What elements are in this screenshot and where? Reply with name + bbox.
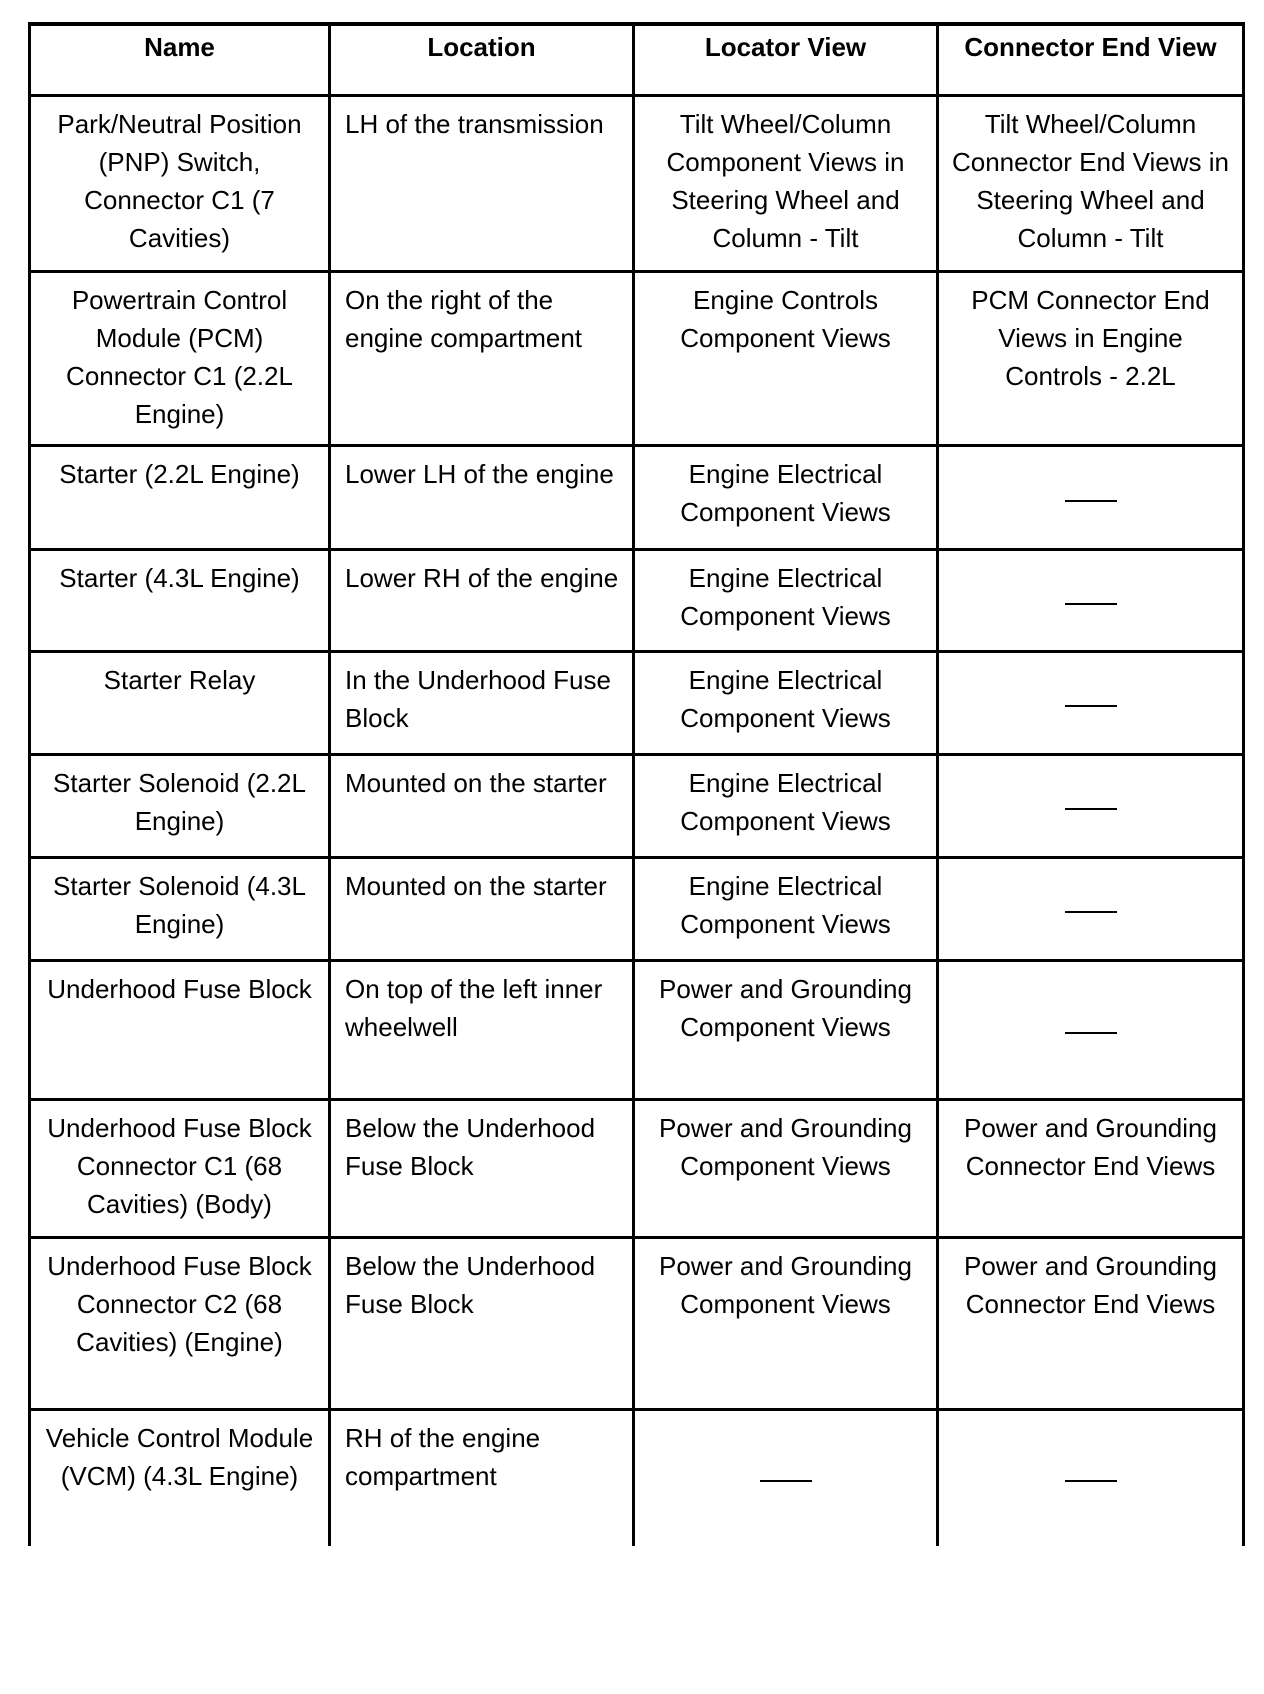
- cell-location: Mounted on the starter: [330, 755, 634, 858]
- empty-dash: [1065, 500, 1117, 502]
- cell-location: Below the Underhood Fuse Block: [330, 1100, 634, 1238]
- table-row: [30, 1410, 1244, 1546]
- cell-locator-view: Tilt Wheel/Column Component Views in Steering Wheel and Column - Tilt: [634, 96, 938, 272]
- cell-name: Powertrain Control Module (PCM) Connector C1 (2.2L Engine): [30, 272, 330, 446]
- empty-dash: [760, 1480, 812, 1482]
- cell-name: Underhood Fuse Block: [30, 961, 330, 1100]
- empty-dash: [1065, 911, 1117, 913]
- empty-dash: [1065, 808, 1117, 810]
- cell-connector-end-view: Tilt Wheel/Column Connector End Views in Steering Wheel and Column - Tilt: [938, 96, 1244, 272]
- cell-locator-view: Engine Electrical Component Views: [634, 446, 938, 550]
- table-row: [30, 96, 1244, 272]
- cell-locator-view: Engine Controls Component Views: [634, 272, 938, 446]
- table-row: [30, 755, 1244, 858]
- empty-dash: [1065, 705, 1117, 707]
- table-row: [30, 272, 1244, 446]
- cell-locator-view: Power and Grounding Component Views: [634, 961, 938, 1100]
- cell-name: Starter Relay: [30, 652, 330, 755]
- component-locator-table: [28, 22, 1245, 1546]
- cell-name: Underhood Fuse Block Connector C2 (68 Cavities) (Engine): [30, 1238, 330, 1410]
- cell-connector-end-view: [938, 858, 1244, 961]
- cell-connector-end-view: PCM Connector End Views in Engine Controls - 2.2L: [938, 272, 1244, 446]
- cell-name: Starter (2.2L Engine): [30, 446, 330, 550]
- cell-connector-end-view: [938, 550, 1244, 652]
- cell-connector-end-view: Power and Grounding Connector End Views: [938, 1100, 1244, 1238]
- cell-location: In the Underhood Fuse Block: [330, 652, 634, 755]
- header-name: Name: [30, 24, 330, 96]
- cell-connector-end-view: [938, 1410, 1244, 1546]
- header-connector-end-view: Connector End View: [938, 24, 1244, 96]
- header-location: Location: [330, 24, 634, 96]
- header-locator-view: Locator View: [634, 24, 938, 96]
- table-row: [30, 1100, 1244, 1238]
- empty-dash: [1065, 1032, 1117, 1034]
- cell-locator-view: Engine Electrical Component Views: [634, 858, 938, 961]
- cell-location: On the right of the engine compartment: [330, 272, 634, 446]
- table-row: [30, 446, 1244, 550]
- table-row: [30, 961, 1244, 1100]
- empty-dash: [1065, 603, 1117, 605]
- cell-location: RH of the engine compartment: [330, 1410, 634, 1546]
- cell-location: Mounted on the starter: [330, 858, 634, 961]
- cell-location: Lower LH of the engine: [330, 446, 634, 550]
- cell-locator-view: Power and Grounding Component Views: [634, 1238, 938, 1410]
- cell-locator-view: Engine Electrical Component Views: [634, 755, 938, 858]
- cell-name: Starter Solenoid (4.3L Engine): [30, 858, 330, 961]
- cell-name: Starter Solenoid (2.2L Engine): [30, 755, 330, 858]
- cell-name: Park/Neutral Position (PNP) Switch, Connector C1 (7 Cavities): [30, 96, 330, 272]
- cell-location: LH of the transmission: [330, 96, 634, 272]
- cell-locator-view: Power and Grounding Component Views: [634, 1100, 938, 1238]
- cell-connector-end-view: [938, 755, 1244, 858]
- cell-connector-end-view: [938, 446, 1244, 550]
- cell-connector-end-view: Power and Grounding Connector End Views: [938, 1238, 1244, 1410]
- cell-location: Lower RH of the engine: [330, 550, 634, 652]
- empty-dash: [1065, 1480, 1117, 1482]
- cell-location: On top of the left inner wheelwell: [330, 961, 634, 1100]
- cell-name: Starter (4.3L Engine): [30, 550, 330, 652]
- cell-location: Below the Underhood Fuse Block: [330, 1238, 634, 1410]
- table-row: [30, 652, 1244, 755]
- cell-connector-end-view: [938, 961, 1244, 1100]
- cell-locator-view: Engine Electrical Component Views: [634, 550, 938, 652]
- table-row: [30, 858, 1244, 961]
- table-row: [30, 550, 1244, 652]
- header-row: [30, 24, 1244, 96]
- cell-locator-view: [634, 1410, 938, 1546]
- cell-connector-end-view: [938, 652, 1244, 755]
- cell-locator-view: Engine Electrical Component Views: [634, 652, 938, 755]
- component-locator-table-container: [28, 22, 1242, 1546]
- table-row: [30, 1238, 1244, 1410]
- cell-name: Vehicle Control Module (VCM) (4.3L Engine): [30, 1410, 330, 1546]
- cell-name: Underhood Fuse Block Connector C1 (68 Cavities) (Body): [30, 1100, 330, 1238]
